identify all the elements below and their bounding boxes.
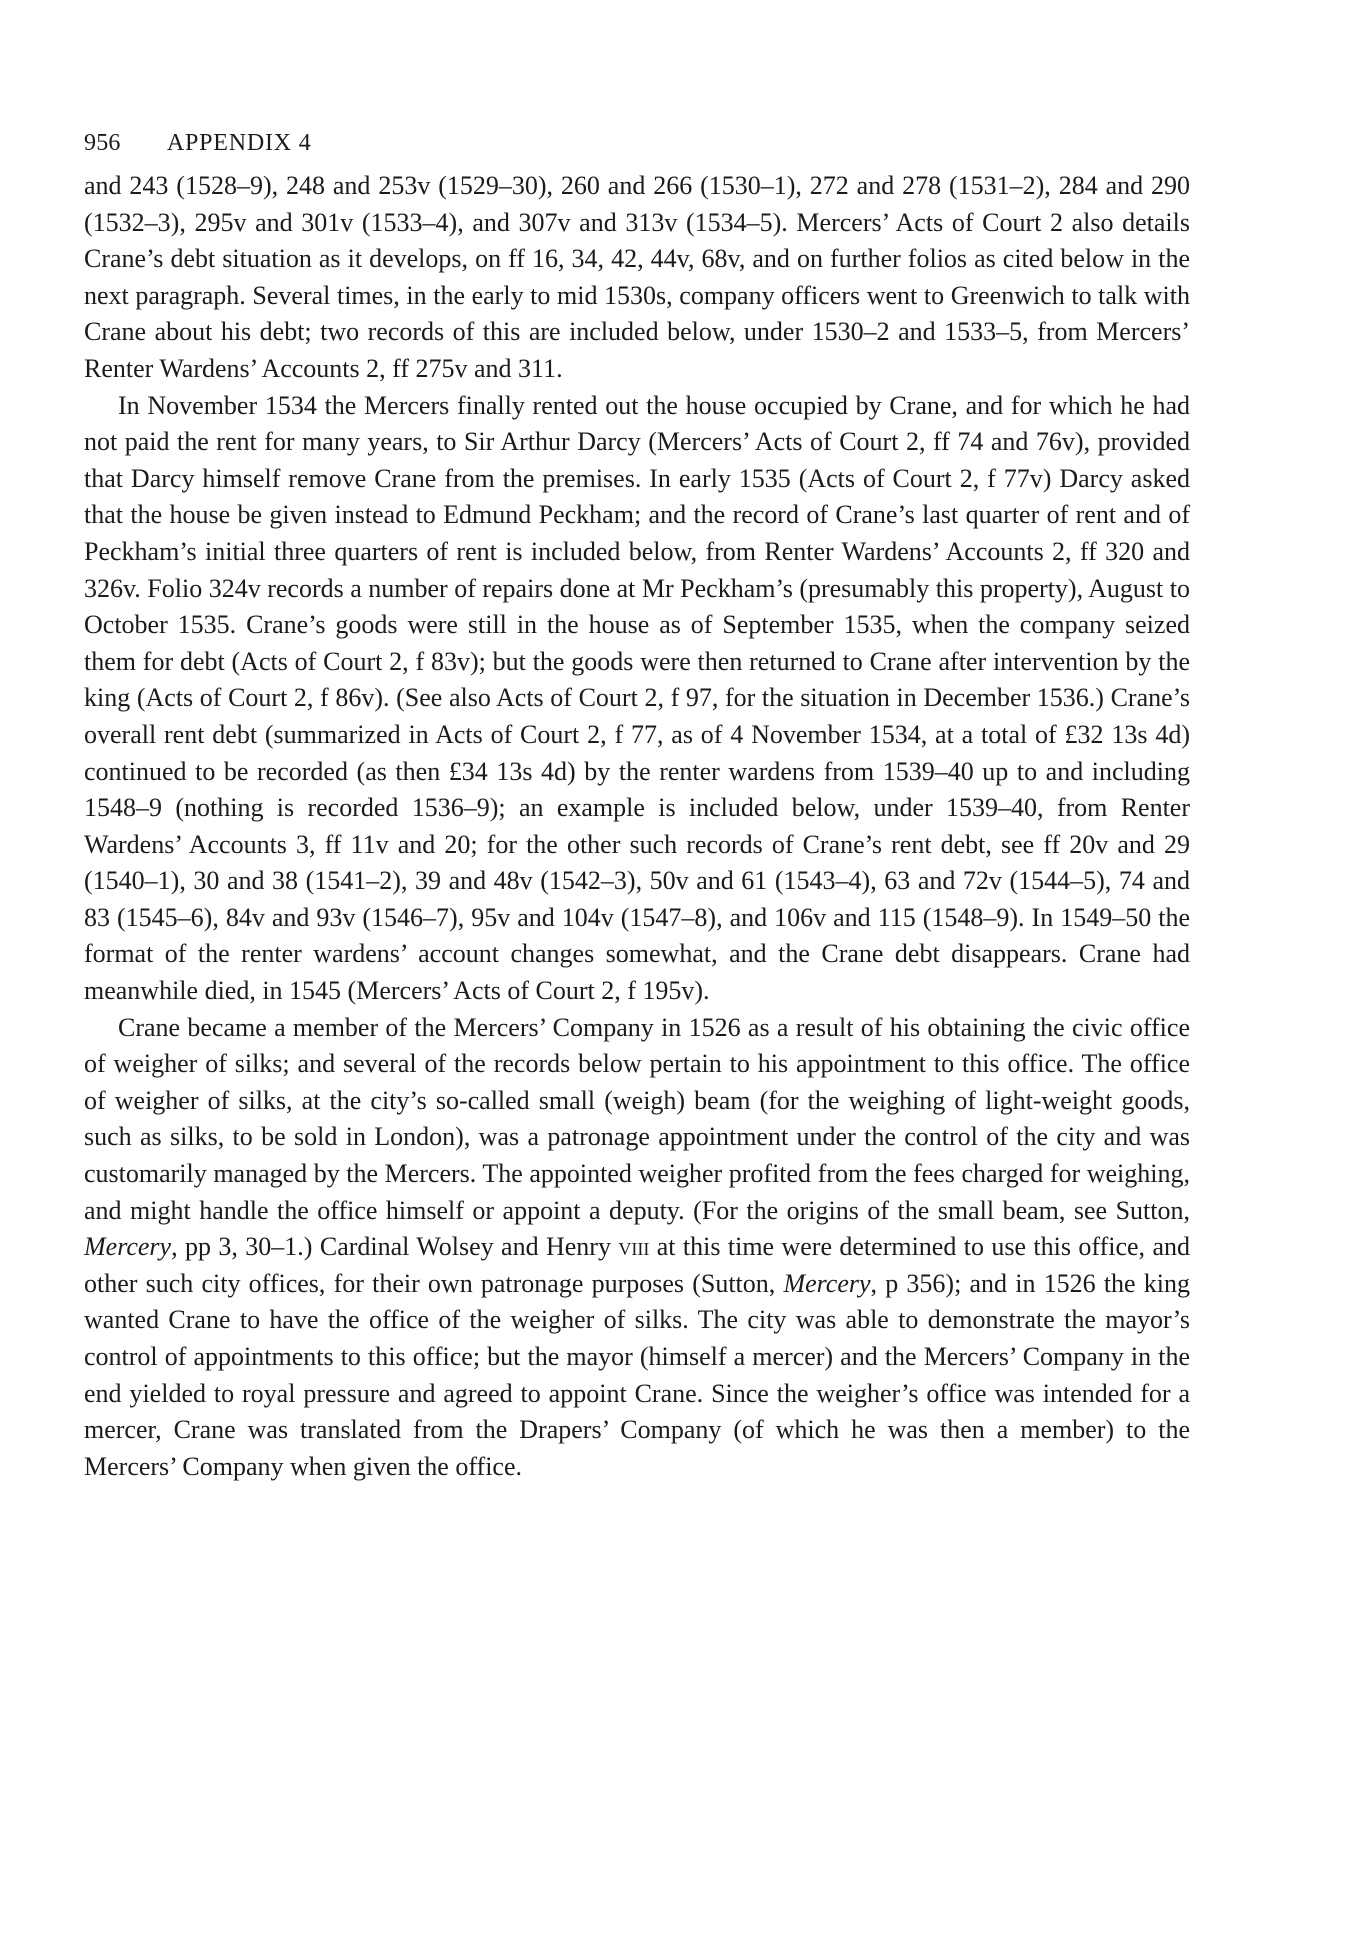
running-head [84, 128, 1190, 168]
book-title-italic: Mercery [84, 1232, 172, 1262]
book-title-italic: Mercery [783, 1268, 871, 1298]
paragraph-text: and 243 (1528–9), 248 and 253v (1529–30), 260 and 266 (1530–1), 272 and 278 (1531–2), 284 and 290 (1532–3), 295v and 301v (1533–4), and 307v and 313v (1534–5). Mercers’ Acts of Court 2 also details Crane’s debt situation as it develops, on ff 16, 34, 42, 44v, 68v, and on further folios as cited below in the next paragraph. Several times, in the early to mid 1530s, company officers went to Greenwich to talk with Crane about his debt; two records of this are included below, under 1530–2 and 1533–5, from Mercers’ Renter Wardens’ Accounts 2, ff 275v and 311. [84, 171, 1190, 383]
paragraph-text: at this time were determined to use this office, and other such city offices, for their own patronage purposes (Sutton, [84, 1232, 1190, 1298]
paragraph-text: Crane became a member of the Mercers’ Company in 1526 as a result of his obtaining the civic office of weigher of silks; and several of the records below pertain to his appointment to this office. The office of weigher of silks, at the city’s so-called small (weigh) beam (for the weighing of light-weight goods, such as silks, to be sold in London), was a patronage appointment under the control of the city and was customarily managed by the Mercers. The appointed weigher profited from the fees charged for weighing, and might handle the office himself or appoint a deputy. (For the origins of the small beam, see Sutton, [84, 1012, 1190, 1225]
paragraph-text: , p 356); and in 1526 the king wanted Crane to have the office of the weigher of silks. The city was able to demonstrate the mayor’s control of appointments to this office; but the mayor (himself a mercer) and the Mercers’ Company in the end yielded to royal pressure and agreed to appoint Crane. Since the weigher’s office was intended for a mercer, Crane was translated from the Drapers’ Company (of which he was then a member) to the Mercers’ Company when given the office. [84, 1268, 1190, 1481]
paragraph [84, 168, 1190, 388]
page-number: 956 [84, 130, 121, 156]
paragraph [84, 388, 1190, 1010]
paragraph-text: , pp 3, 30–1.) Cardinal Wolsey and Henry [171, 1232, 619, 1262]
body-text [84, 168, 1190, 1485]
paragraph-text: In November 1534 the Mercers finally rented out the house occupied by Crane, and for which he had not paid the rent for many years, to Sir Arthur Darcy (Mercers’ Acts of Court 2, ff 74 and 76v), provided that Darcy himself remove Crane from the premises. In early 1535 (Acts of Court 2, f 77v) Darcy asked that the house be given instead to Edmund Peckham; and the record of Crane’s last quarter of rent and of Peckham’s initial three quarters of rent is included below, from Renter Wardens’ Accounts 2, ff 320 and 326v. Folio 324v records a number of repairs done at Mr Peckham’s (presumably this property), August to October 1535. Crane’s goods were still in the house as of September 1535, when the company seized them for debt (Acts of Court 2, f 83v); but the goods were then returned to Crane after intervention by the king (Acts of Court 2, f 86v). (See also Acts of Court 2, f 97, for the situation in December 1536.) Crane’s overall rent debt (summarized in Acts of Court 2, f 77, as of 4 November 1534, at a total of £32 13s 4d) continued to be recorded (as then £34 13s 4d) by the renter wardens from 1539–40 up to and including 1548–9 (nothing is recorded 1536–9); an example is included below, under 1539–40, from Renter Wardens’ Accounts 3, ff 11v and 20; for the other such records of Crane’s rent debt, see ff 20v and 29 (1540–1), 30 and 38 (1541–2), 39 and 48v (1542–3), 50v and 61 (1543–4), 63 and 72v (1544–5), 74 and 83 (1545–6), 84v and 93v (1546–7), 95v and 104v (1547–8), and 106v and 115 (1548–9). In 1549–50 the format of the renter wardens’ account changes somewhat, and the Crane debt disappears. Crane had meanwhile died, in 1545 (Mercers’ Acts of Court 2, f 195v). [84, 390, 1190, 1006]
regnal-number: viii [618, 1232, 650, 1262]
book-page [84, 128, 1190, 1485]
running-title: APPENDIX 4 [166, 130, 312, 156]
paragraph [84, 1010, 1190, 1486]
